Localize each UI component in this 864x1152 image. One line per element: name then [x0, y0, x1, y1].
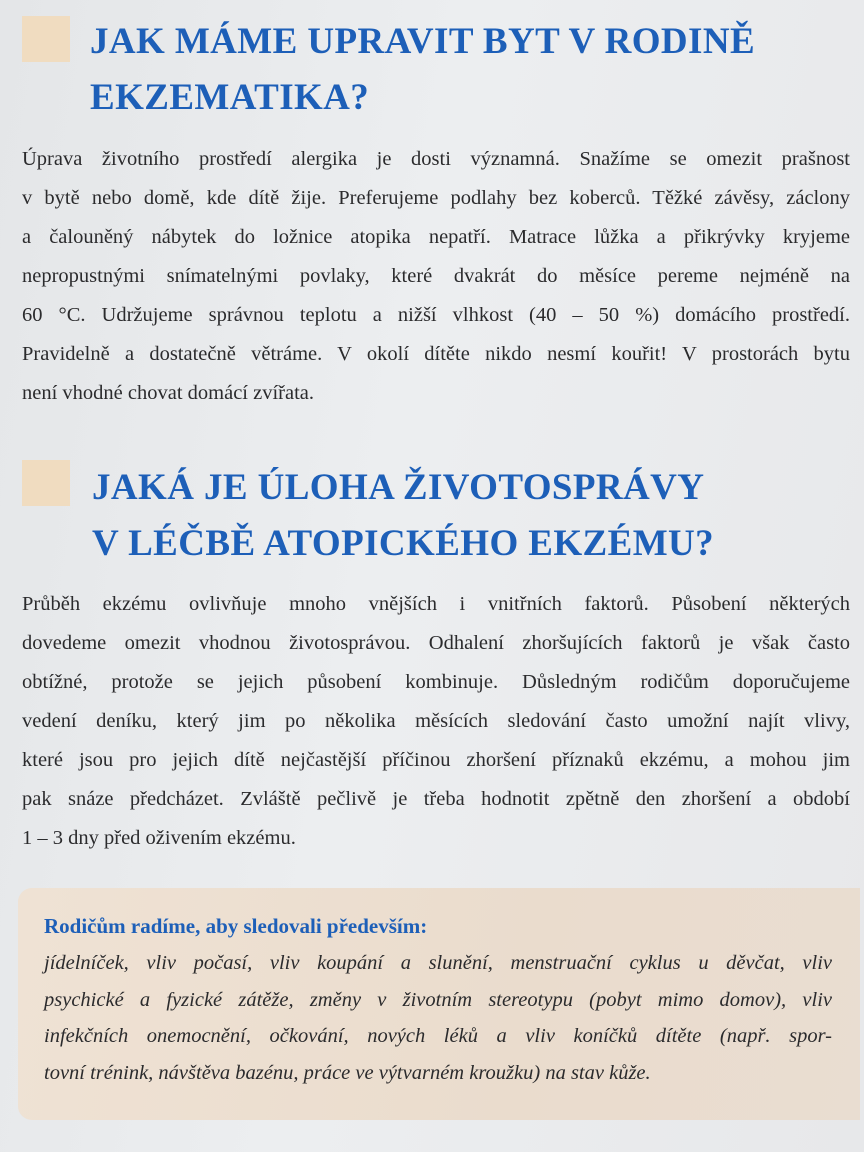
paragraph-line: vedení deníku, který jim po několika měsících sledování často umožní najít vlivy, [22, 710, 850, 732]
heading-line: V LÉČBĚ ATOPICKÉHO EKZÉMU? [92, 523, 715, 564]
paragraph-line: není vhodné chovat domácí zvířata. [22, 382, 315, 404]
tip-line: tovní trénink, návštěva bazénu, práce ve výtvarném kroužku) na stav kůže. [44, 1061, 651, 1084]
section-heading-1 [90, 14, 755, 126]
section-marker-1 [22, 16, 70, 62]
section-paragraph-1 [22, 140, 850, 413]
heading-line: EKZEMATIKA? [90, 77, 370, 118]
paragraph-line: obtížné, protože se jejich působení kombinuje. Důsledným rodičům doporučujeme [22, 671, 850, 693]
heading-line: JAK MÁME UPRAVIT BYT V RODINĚ [90, 21, 756, 62]
tip-title: Rodičům radíme, aby sledovali především: [44, 914, 428, 938]
paragraph-line: pak snáze předcházet. Zvláště pečlivě je třeba hodnotit zpětně den zhoršení a období [22, 788, 850, 810]
paragraph-line: které jsou pro jejich dítě nejčastější příčinou zhoršení příznaků ekzému, a mohou jim [22, 749, 850, 771]
paragraph-line: a čalouněný nábytek do ložnice atopika nepatří. Matrace lůžka a přikrývky kryjeme [22, 226, 850, 248]
section-heading-2 [92, 460, 714, 572]
section-marker-2 [22, 460, 70, 506]
paragraph-line: Pravidelně a dostatečně větráme. V okolí dítěte nikdo nesmí kouřit! V prostorách bytu [22, 343, 850, 365]
tip-line: psychické a fyzické zátěže, změny v životním stereotypu (pobyt mimo domov), vliv [44, 988, 832, 1011]
paragraph-line: dovedeme omezit vhodnou životosprávou. Odhalení zhoršujících faktorů je však často [22, 632, 850, 654]
paragraph-line: nepropustnými snímatelnými povlaky, které dvakrát do měsíce pereme nejméně na [22, 265, 850, 287]
paragraph-line: 1 – 3 dny před oživením ekzému. [22, 827, 296, 849]
heading-line: JAKÁ JE ÚLOHA ŽIVOTOSPRÁVY [92, 467, 705, 508]
paragraph-line: v bytě nebo domě, kde dítě žije. Preferujeme podlahy bez koberců. Těžké závěsy, záclony [22, 187, 850, 209]
paragraph-line: 60 °C. Udržujeme správnou teplotu a nižší vlhkost (40 – 50 %) domácího prostředí. [22, 304, 850, 326]
tip-body [44, 945, 832, 1091]
tip-line: jídelníček, vliv počasí, vliv koupání a slunění, menstruační cyklus u děvčat, vliv [44, 952, 832, 974]
paragraph-line: Úprava životního prostředí alergika je dosti významná. Snažíme se omezit prašnost [22, 148, 850, 170]
section-paragraph-2 [22, 585, 850, 858]
tip-line: infekčních onemocnění, očkování, nových léků a vliv koníčků dítěte (např. spor- [44, 1025, 832, 1048]
paragraph-line: Průběh ekzému ovlivňuje mnoho vnějších i vnitřních faktorů. Působení některých [22, 593, 850, 615]
